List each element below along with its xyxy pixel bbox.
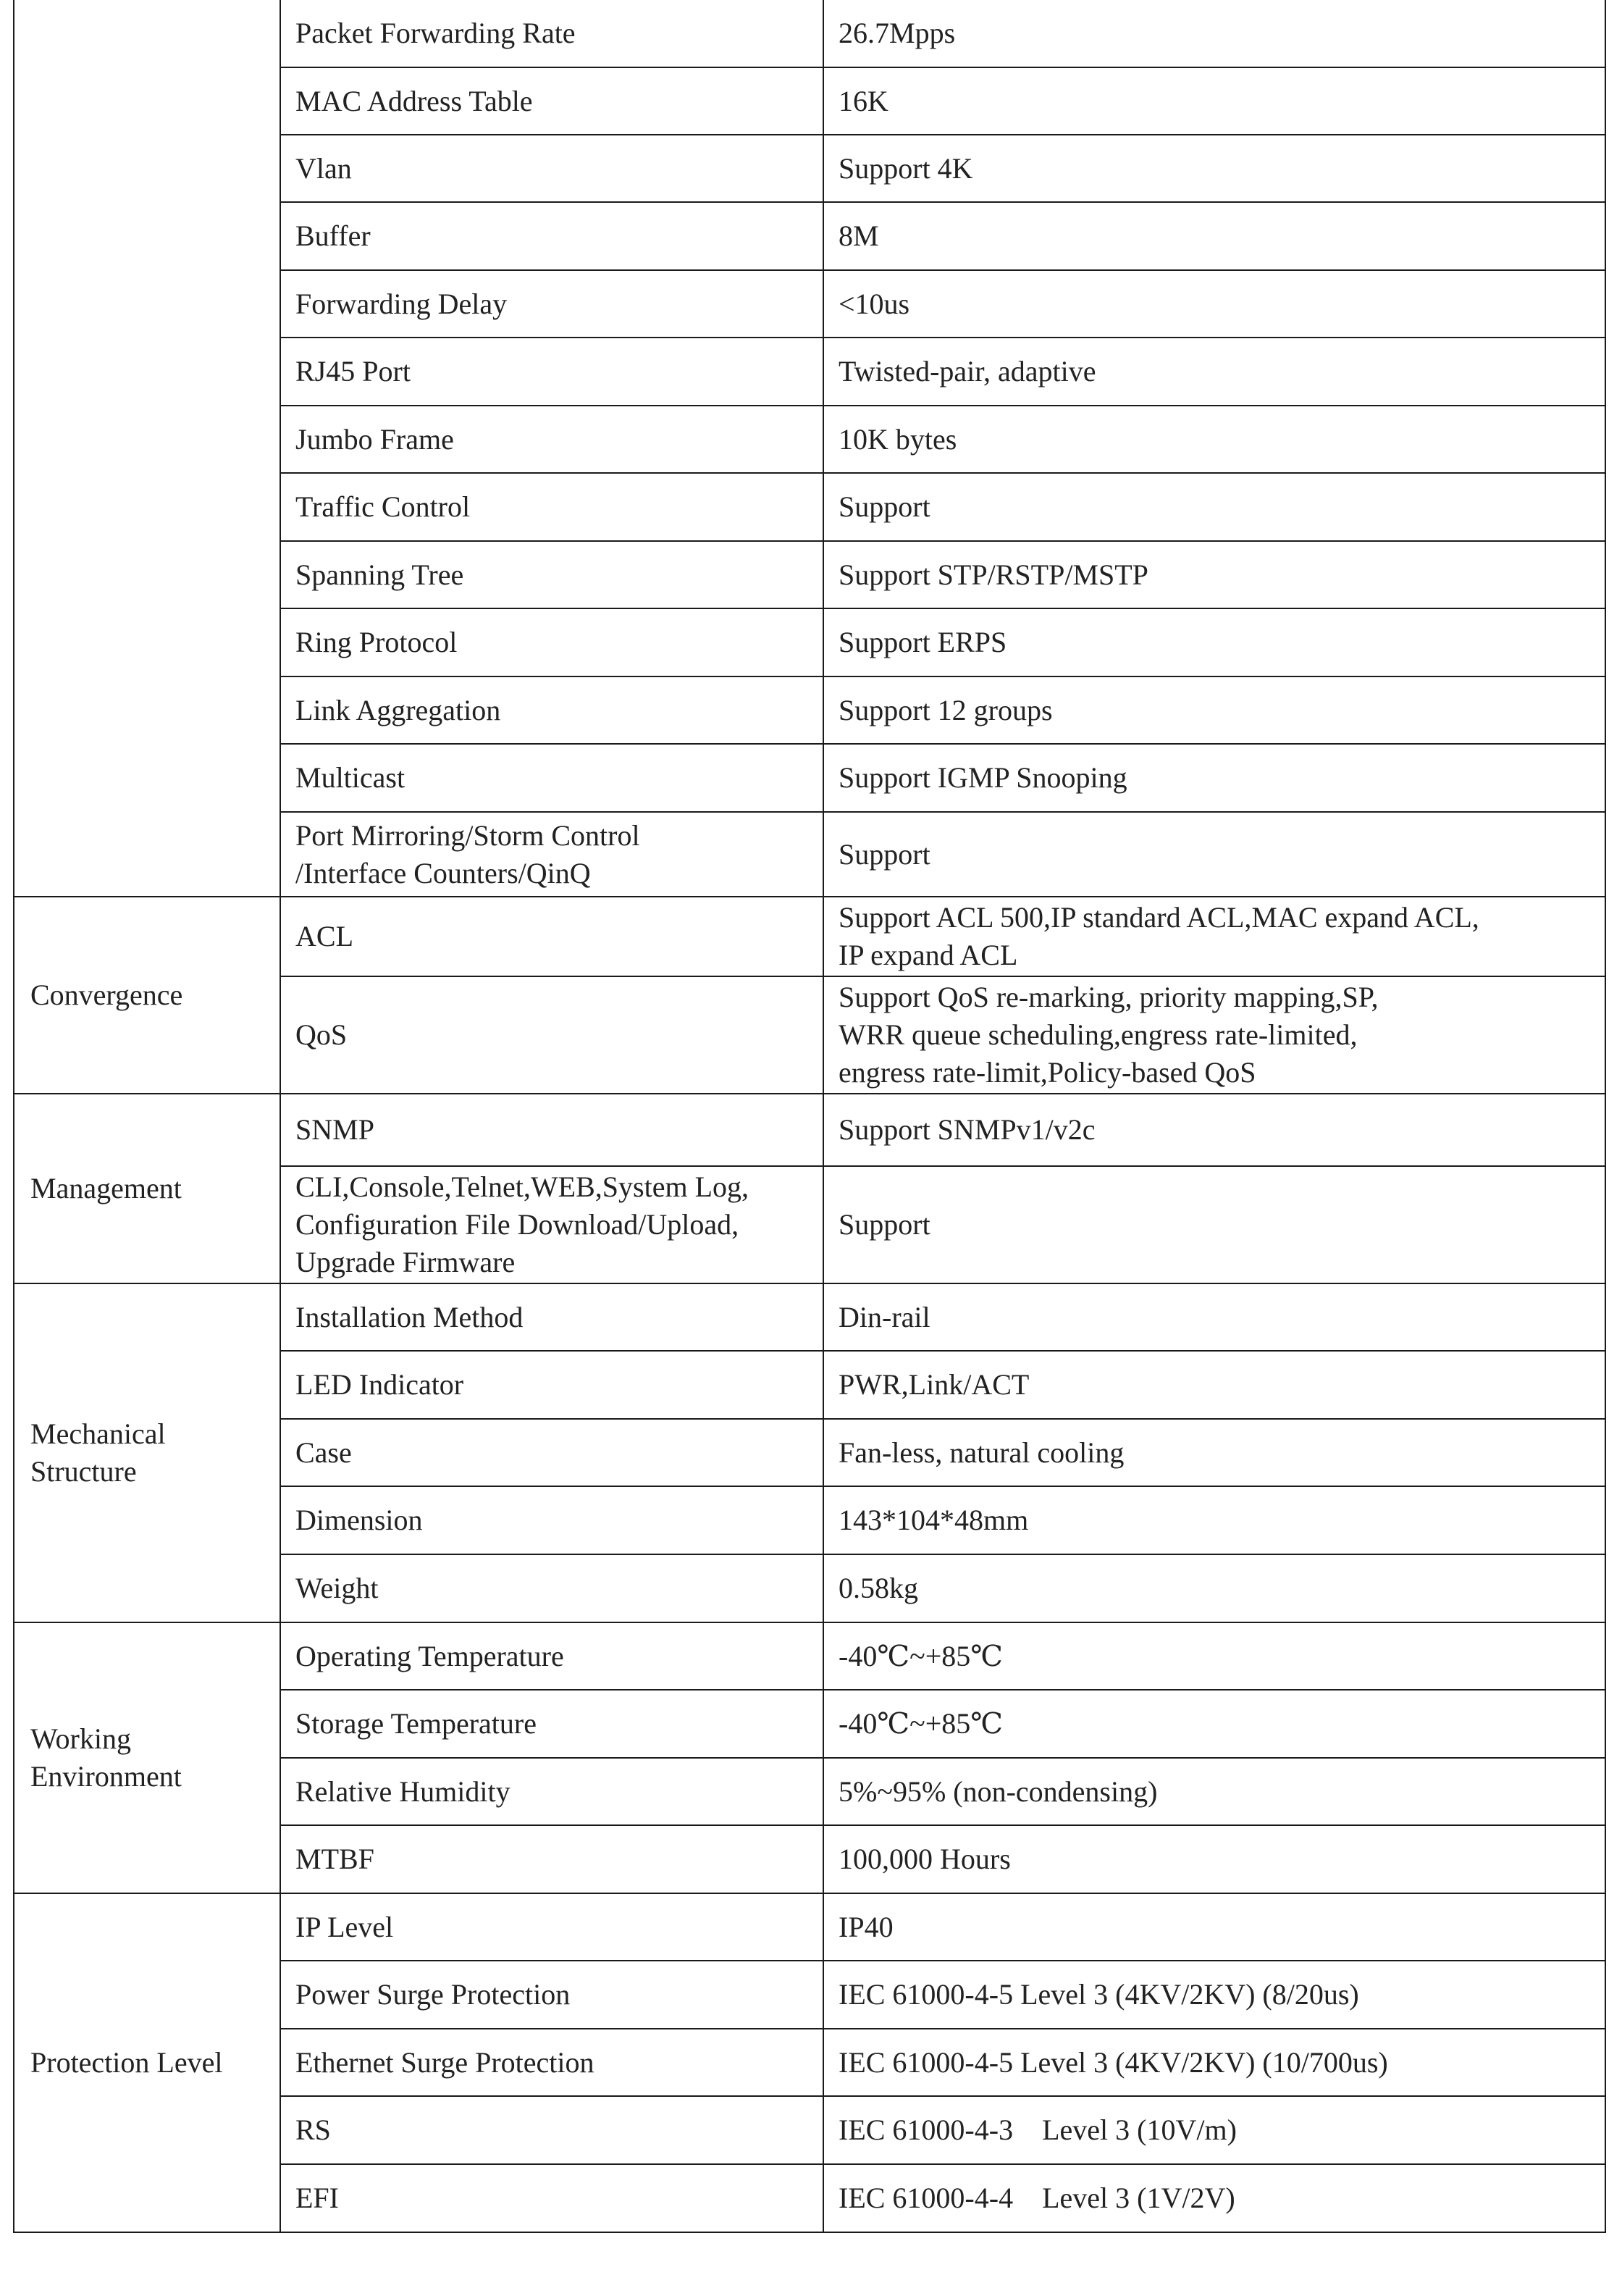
spec-value: IEC 61000-4-5 Level 3 (4KV/2KV) (10/700us) [823,2029,1605,2096]
spec-item: MTBF [280,1825,823,1893]
spec-table [13,0,1606,2233]
spec-value: IEC 61000-4-4 Level 3 (1V/2V) [823,2164,1605,2232]
category-protection-level: Protection Level [14,1893,280,2232]
spec-value: -40℃~+85℃ [823,1690,1605,1758]
spec-value: 26.7Mpps [823,0,1605,67]
category-working-environment: Working Environment [14,1622,280,1893]
spec-value: Support IGMP Snooping [823,744,1605,812]
spec-value: IP40 [823,1893,1605,1961]
spec-item: MAC Address Table [280,67,823,135]
spec-item: Multicast [280,744,823,812]
category-cell [14,0,280,897]
spec-item: Jumbo Frame [280,406,823,473]
spec-value: 5%~95% (non-condensing) [823,1758,1605,1825]
spec-value: Support 4K [823,135,1605,202]
spec-item: Forwarding Delay [280,270,823,338]
spec-value: 16K [823,67,1605,135]
spec-item: Operating Temperature [280,1622,823,1690]
spec-value: Support QoS re-marking, priority mapping,SP, WRR queue scheduling,engress rate-limited, engress rate-limit,Policy-based QoS [823,976,1605,1094]
spec-item: SNMP [280,1094,823,1166]
category-management: Management [14,1094,280,1283]
spec-value: IEC 61000-4-5 Level 3 (4KV/2KV) (8/20us) [823,1961,1605,2029]
spec-value: PWR,Link/ACT [823,1351,1605,1419]
spec-item: IP Level [280,1893,823,1961]
spec-value: 0.58kg [823,1554,1605,1622]
spec-value: 8M [823,202,1605,270]
spec-value: Support STP/RSTP/MSTP [823,541,1605,608]
spec-item: Dimension [280,1486,823,1554]
spec-item: RJ45 Port [280,338,823,406]
spec-item: EFI [280,2164,823,2232]
spec-value: Support 12 groups [823,676,1605,744]
category-mechanical-structure: Mechanical Structure [14,1283,280,1622]
table-row [14,1283,1605,1351]
spec-value: Support [823,1166,1605,1283]
spec-value: 10K bytes [823,406,1605,473]
table-row [14,0,1605,67]
spec-value: Support ACL 500,IP standard ACL,MAC expand ACL, IP expand ACL [823,897,1605,976]
category-convergence: Convergence [14,897,280,1094]
spec-item: CLI,Console,Telnet,WEB,System Log, Configuration File Download/Upload, Upgrade Firmware [280,1166,823,1283]
table-row [14,1622,1605,1690]
spec-item: LED Indicator [280,1351,823,1419]
table-row [14,897,1605,976]
spec-item: Port Mirroring/Storm Control /Interface Counters/QinQ [280,812,823,897]
table-row [14,1893,1605,1961]
spec-value: Support [823,473,1605,541]
spec-item: Weight [280,1554,823,1622]
spec-value: Din-rail [823,1283,1605,1351]
spec-item: Spanning Tree [280,541,823,608]
spec-item: Power Surge Protection [280,1961,823,2029]
spec-item: Packet Forwarding Rate [280,0,823,67]
spec-item: Traffic Control [280,473,823,541]
spec-item: Installation Method [280,1283,823,1351]
spec-item: RS [280,2096,823,2164]
spec-value: <10us [823,270,1605,338]
spec-item: ACL [280,897,823,976]
spec-item: Ring Protocol [280,608,823,676]
spec-value: -40℃~+85℃ [823,1622,1605,1690]
spec-item: Buffer [280,202,823,270]
spec-item: Ethernet Surge Protection [280,2029,823,2096]
spec-value: IEC 61000-4-3 Level 3 (10V/m) [823,2096,1605,2164]
spec-item: Link Aggregation [280,676,823,744]
spec-value: Support [823,812,1605,897]
spec-item: Relative Humidity [280,1758,823,1825]
spec-item: Storage Temperature [280,1690,823,1758]
spec-value: Support SNMPv1/v2c [823,1094,1605,1166]
table-row [14,1094,1605,1166]
spec-value: Support ERPS [823,608,1605,676]
spec-item: Vlan [280,135,823,202]
spec-value: Twisted-pair, adaptive [823,338,1605,406]
spec-value: 100,000 Hours [823,1825,1605,1893]
spec-value: 143*104*48mm [823,1486,1605,1554]
spec-value: Fan-less, natural cooling [823,1419,1605,1486]
spec-item: Case [280,1419,823,1486]
spec-item: QoS [280,976,823,1094]
